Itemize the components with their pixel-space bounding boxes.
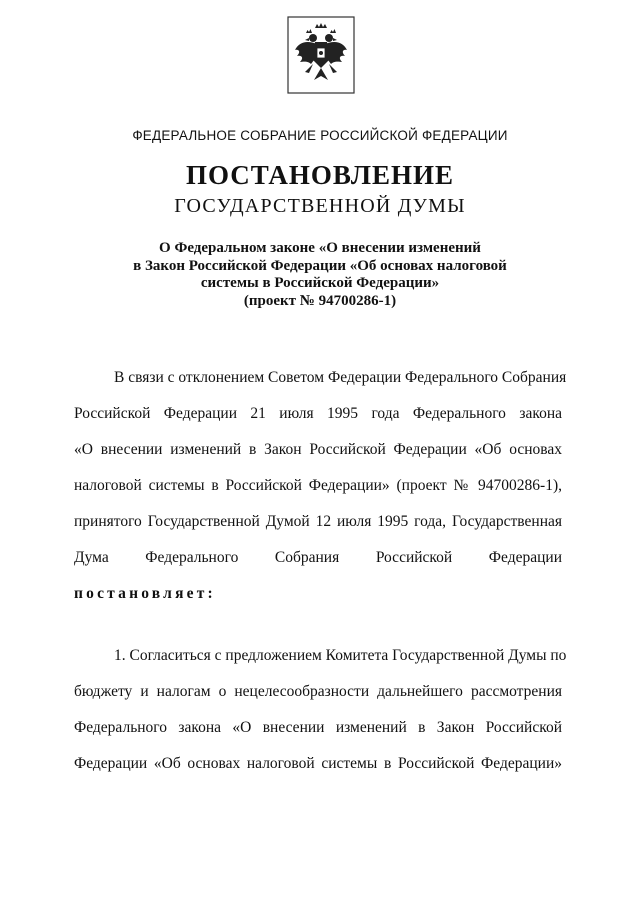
paragraph-line: налоговой системы в Российской Федерации» (проект № 94700286-1),	[74, 477, 562, 494]
paragraph-line: принятого Государственной Думой 12 июля 1995 года, Государственная	[74, 513, 562, 530]
paragraph-line: 1. Согласиться с предложением Комитета Государственной Думы по	[114, 647, 567, 664]
paragraph-line: Российской Федерации 21 июля 1995 года Федерального закона	[74, 405, 562, 422]
paragraph-line: Федерального закона «О внесении изменений в Закон Российской	[74, 719, 562, 736]
paragraph-line: Федерации «Об основах налоговой системы в Российской Федерации»	[74, 755, 562, 772]
assembly-heading: ФЕДЕРАЛЬНОЕ СОБРАНИЕ РОССИЙСКОЙ ФЕДЕРАЦИИ	[132, 128, 508, 143]
issuer-title: ГОСУДАРСТВЕННОЙ ДУМЫ	[174, 195, 466, 217]
paragraph-line: бюджету и налогам о нецелесообразности дальнейшего рассмотрения	[74, 683, 562, 700]
bill-number: (проект № 94700286-1)	[243, 292, 397, 309]
paragraph-line: Дума Федерального Собрания Российской Федерации	[74, 549, 562, 566]
subject-line: в Закон Российской Федерации «Об основах налоговой	[133, 257, 507, 274]
preamble-paragraph	[74, 360, 567, 612]
resolution-verb: постановляет:	[74, 585, 216, 602]
clause-1-paragraph	[74, 638, 567, 782]
subject-line: системы в Российской Федерации»	[200, 275, 440, 291]
coat-of-arms-icon	[287, 16, 355, 94]
document-subject	[0, 240, 640, 310]
paragraph-line: В связи с отклонением Советом Федерации Федерального Собрания	[114, 369, 567, 386]
paragraph-line: «О внесении изменений в Закон Российской Федерации «Об основах	[74, 441, 562, 458]
subject-line: О Федеральном законе «О внесении изменений	[159, 240, 481, 256]
document-type-title: ПОСТАНОВЛЕНИЕ	[185, 160, 455, 190]
